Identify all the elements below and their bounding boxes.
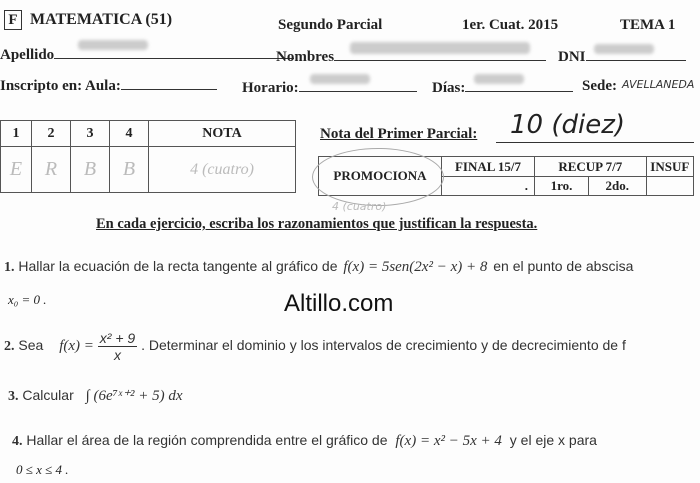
tema-letter-box: F <box>4 10 22 30</box>
grades-value-row <box>1 147 296 193</box>
aula-field <box>0 77 217 95</box>
question-2-denominator: x <box>113 347 121 363</box>
grades-header-1: 1 <box>1 121 32 147</box>
status-insuf-cell <box>646 177 693 196</box>
question-1-number: 1. <box>4 260 15 275</box>
status-recup-2do: 2do. <box>588 177 646 196</box>
status-recup-1ro: 1ro. <box>535 177 589 196</box>
grades-header-3: 3 <box>71 121 110 147</box>
question-1-text2: en el punto de abscisa <box>493 258 634 274</box>
aula-line <box>121 77 217 90</box>
question-2-number: 2. <box>4 339 15 355</box>
question-1-formula: f(x) = 5sen(2x² − x) + 8 <box>343 259 488 275</box>
question-4-text: Hallar el área de la región comprendida entre el gráfico de <box>26 432 388 448</box>
status-insuf: INSUF <box>646 157 693 177</box>
status-recup: RECUP 7/7 <box>535 157 647 177</box>
inscripto-label: Inscripto en: Aula: <box>0 78 121 94</box>
question-4 <box>12 432 597 450</box>
first-partial-value: 10 (diez) <box>510 110 626 140</box>
status-handwritten: 4 (cuatro) <box>332 200 387 213</box>
status-final-cell: . <box>442 177 535 196</box>
question-4-number: 4. <box>12 434 23 449</box>
question-2-text: Sea <box>18 337 44 354</box>
grade-value-1: E <box>1 147 32 193</box>
grades-header-4: 4 <box>110 121 149 147</box>
grades-header-nota: NOTA <box>149 121 296 147</box>
first-partial-line <box>496 142 694 143</box>
question-3-number: 3. <box>8 389 19 404</box>
question-2-numerator: x² + 9 <box>99 330 136 346</box>
nombres-label: Nombres <box>276 49 335 65</box>
status-final: FINAL 15/7 <box>442 157 535 177</box>
grade-value-3: B <box>71 147 110 193</box>
question-4-text2: y el eje x para <box>509 432 597 448</box>
status-promociona: PROMOCIONA <box>319 157 442 196</box>
question-4-line2: 0 ≤ x ≤ 4 . <box>16 462 69 477</box>
instruction-text: En cada ejercicio, escriba los razonamientos que justifican la respuesta. <box>96 216 538 232</box>
question-3 <box>8 386 183 405</box>
grade-value-2: R <box>32 147 71 193</box>
exam-title: Segundo Parcial <box>278 17 383 33</box>
dias-redacted <box>474 74 524 84</box>
grades-header-2: 2 <box>32 121 71 147</box>
grades-header-row <box>1 121 296 147</box>
nombres-redacted <box>350 42 530 54</box>
grade-value-4: B <box>110 147 149 193</box>
question-2-fraction <box>98 330 137 363</box>
question-2-text2: . Determinar el dominio y los intervalos de crecimiento y de decrecimiento de f <box>141 337 626 354</box>
question-1-text: Hallar la ecuación de la recta tangente al gráfico de <box>18 258 338 274</box>
question-3-text: Calcular <box>22 387 74 403</box>
sede-label: Sede: <box>582 78 617 94</box>
grades-table <box>0 120 296 193</box>
question-2 <box>4 330 626 363</box>
first-partial-label: Nota del Primer Parcial: <box>320 126 478 142</box>
altillo-watermark: Altillo.com <box>284 290 394 317</box>
question-3-formula: ∫ (6e⁷ˣ⁺² + 5) dx <box>85 388 183 404</box>
dias-label: Días: <box>432 80 466 96</box>
exam-tema: TEMA 1 <box>620 17 676 33</box>
apellido-label: Apellido <box>0 47 55 63</box>
promociona-circle <box>312 148 444 206</box>
exam-term: 1er. Cuat. 2015 <box>462 17 559 33</box>
question-2-lhs: f(x) = <box>59 338 94 355</box>
dni-label: DNI <box>558 49 586 65</box>
dni-redacted <box>594 44 654 54</box>
grade-value-nota: 4 (cuatro) <box>149 147 296 193</box>
question-4-formula: f(x) = x² − 5x + 4 <box>395 433 502 449</box>
sede-field <box>582 78 617 95</box>
question-1-line2: x₀ = 0 . <box>8 292 47 307</box>
course-title: MATEMATICA (51) <box>30 11 173 28</box>
horario-label: Horario: <box>242 80 299 96</box>
horario-redacted <box>310 74 370 84</box>
sede-handwritten: AVELLANEDA <box>622 78 695 91</box>
apellido-field <box>0 46 294 64</box>
apellido-redacted <box>78 40 148 50</box>
question-1 <box>4 258 633 276</box>
